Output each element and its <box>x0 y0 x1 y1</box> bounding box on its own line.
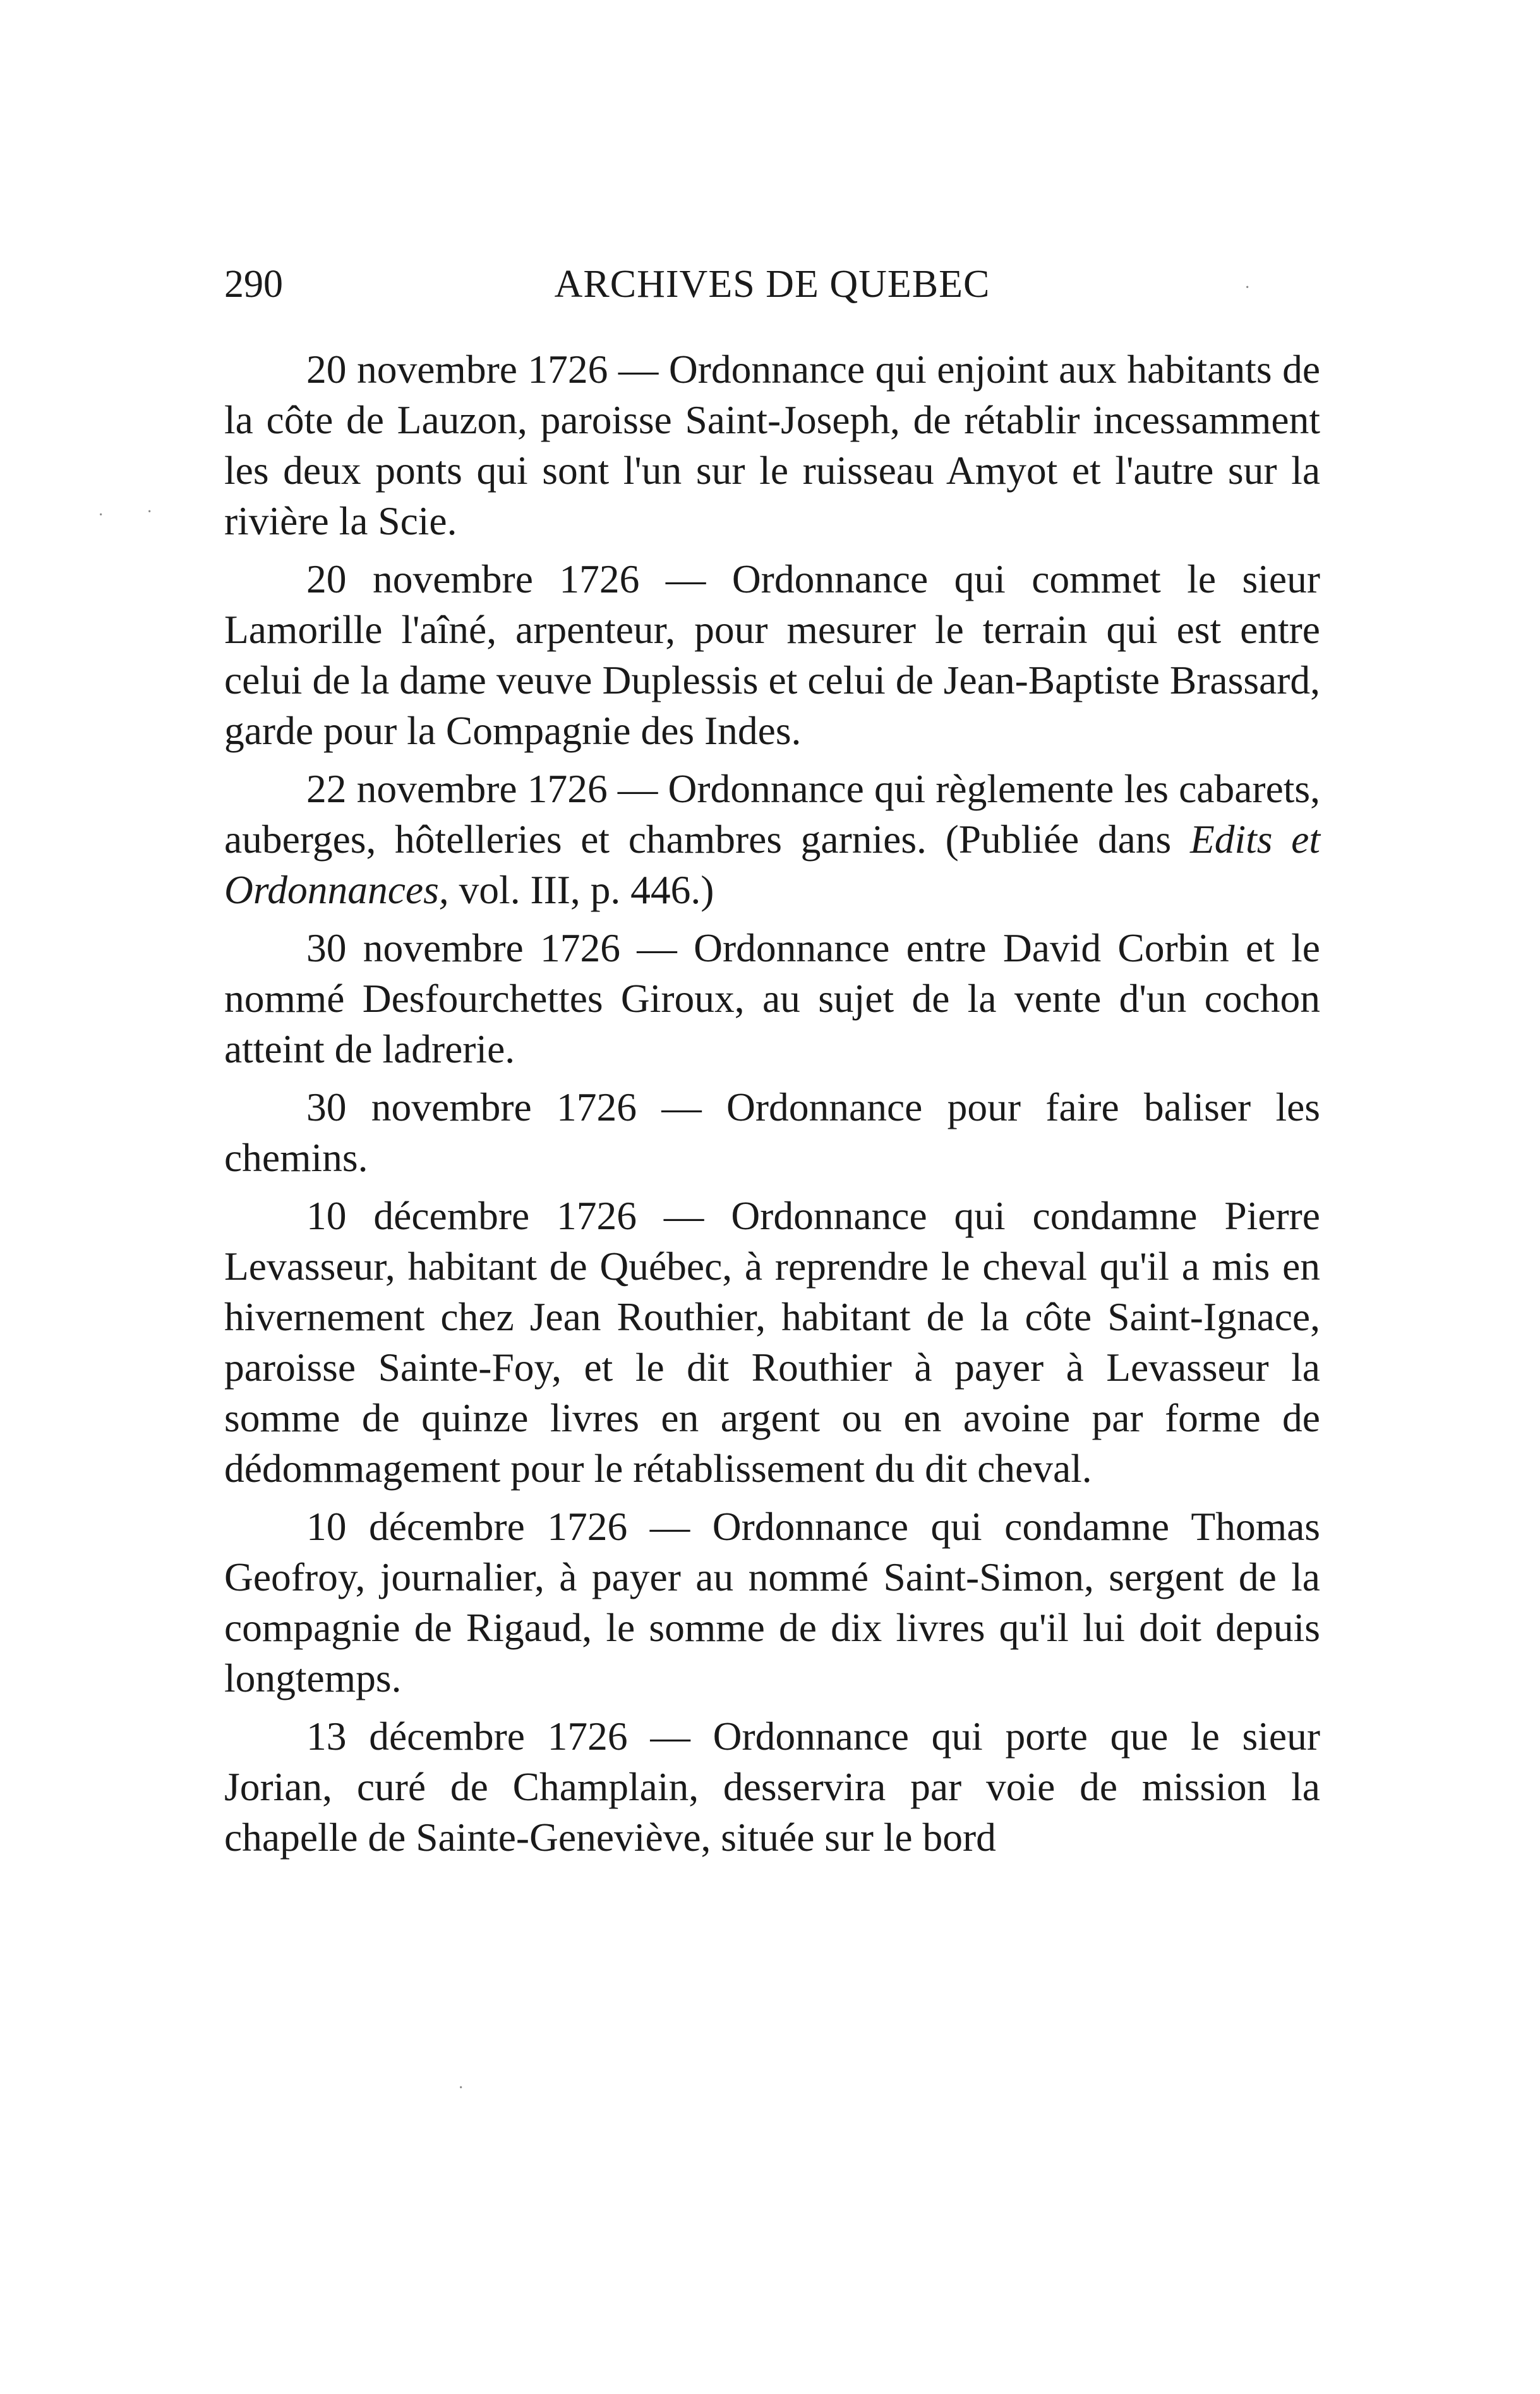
ordinance-entry <box>224 554 1320 756</box>
ordinance-entry <box>224 1711 1320 1863</box>
ordinance-entry <box>224 764 1320 915</box>
entry-text: 22 novembre 1726 — Ordonnance qui règlemente les cabarets, auberges, hôtelleries et chambres garnies. (Publiée dans <box>224 766 1320 862</box>
entry-text: vol. III, p. 446.) <box>448 867 714 912</box>
entry-text: 30 novembre 1726 — Ordonnance entre David Corbin et le nommé Desfourchettes Giroux, au sujet de la vente d'un cochon atteint de ladrerie. <box>224 925 1320 1071</box>
ordinance-entry <box>224 1082 1320 1183</box>
ordinance-entry <box>224 1501 1320 1704</box>
entry-text: 13 décembre 1726 — Ordonnance qui porte que le sieur Jorian, curé de Champlain, desservira par voie de mission la chapelle de Sainte-Geneviève, située sur le bord <box>224 1714 1320 1860</box>
scan-speck: · <box>1244 278 1251 298</box>
entry-text: 30 novembre 1726 — Ordonnance pour faire baliser les chemins. <box>224 1085 1320 1180</box>
entry-text: 20 novembre 1726 — Ordonnance qui enjoint aux habitants de la côte de Lauzon, paroisse Saint-Joseph, de rétablir incessamment les deux ponts qui sont l'un sur le ruisseau Amyot et l'autre sur la rivière la Scie. <box>224 347 1320 543</box>
ordinance-entry <box>224 1191 1320 1494</box>
scan-speck: · <box>147 502 153 522</box>
entry-text: 10 décembre 1726 — Ordonnance qui condamne Pierre Levasseur, habitant de Québec, à reprendre le cheval qu'il a mis en hivernement chez Jean Routhier, habitant de la côte Saint-Ignace, paroisse Sainte-Foy, et le dit Routhier à payer à Levasseur la somme de quinze livres en argent ou en avoine par forme de dédommagement pour le rétablissement du dit cheval. <box>224 1193 1320 1491</box>
page-body <box>224 344 1320 1870</box>
entry-text: 20 novembre 1726 — Ordonnance qui commet le sieur Lamorille l'aîné, arpenteur, pour mesurer le terrain qui est entre celui de la dame veuve Duplessis et celui de Jean-Baptiste Brassard, garde pour la Compagnie des Indes. <box>224 556 1320 753</box>
publication-title: Edits et Ordonnances, <box>224 817 1320 912</box>
scan-speck: · <box>458 2078 464 2098</box>
entry-text: 10 décembre 1726 — Ordonnance qui condamne Thomas Geofroy, journalier, à payer au nommé Saint-Simon, sergent de la compagnie de Rigaud, le somme de dix livres qu'il lui doit depuis longtemps. <box>224 1504 1320 1700</box>
ordinance-entry <box>224 344 1320 546</box>
scan-speck: · <box>98 505 104 525</box>
page-header <box>224 256 1320 313</box>
running-head: ARCHIVES DE QUEBEC <box>554 263 990 306</box>
ordinance-entry <box>224 923 1320 1074</box>
page-number: 290 <box>224 263 283 306</box>
